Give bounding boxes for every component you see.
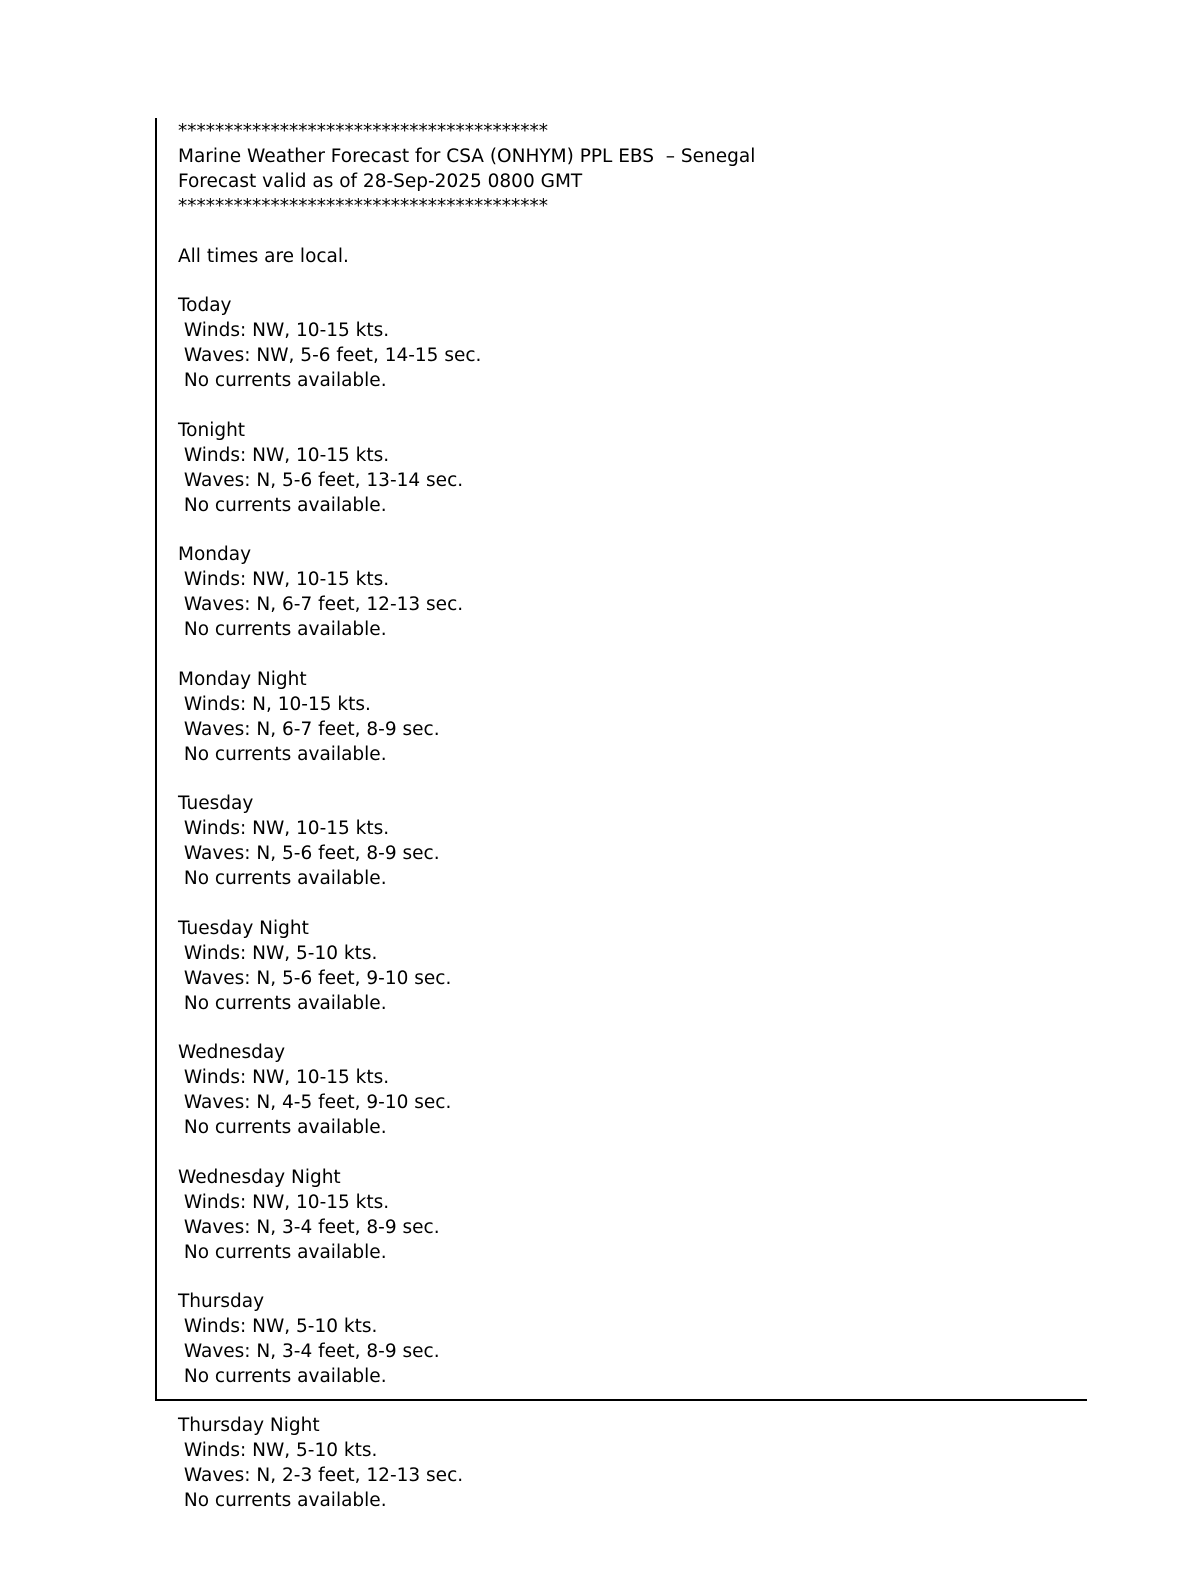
currents-line: No currents available.: [178, 743, 387, 765]
currents-line: No currents available.: [178, 370, 387, 392]
divider-line-top: ****************************************: [178, 121, 548, 142]
waves-line: Waves: N, 4-5 feet, 9-10 sec.: [178, 1092, 452, 1114]
spacer: [178, 643, 1087, 668]
winds-line: Winds: NW, 10-15 kts.: [178, 444, 390, 466]
spacer: [178, 220, 1087, 245]
currents-line: No currents available.: [178, 868, 387, 890]
section-heading: Tuesday Night: [178, 917, 309, 939]
spacer: [178, 1141, 1087, 1166]
waves-line: Waves: N, 3-4 feet, 8-9 sec.: [178, 1216, 440, 1238]
forecast-section-monday: [178, 543, 1087, 643]
section-heading: Wednesday Night: [178, 1166, 341, 1188]
winds-line: Winds: NW, 10-15 kts.: [178, 569, 390, 591]
winds-line: Winds: NW, 10-15 kts.: [178, 1067, 390, 1089]
section-heading: Monday Night: [178, 668, 307, 690]
spacer: [178, 518, 1087, 543]
section-heading: Monday: [178, 544, 252, 566]
section-heading: Wednesday: [178, 1042, 286, 1064]
divider-line-bottom: ****************************************: [178, 195, 548, 217]
waves-line: Waves: NW, 5-6 feet, 14-15 sec.: [178, 345, 482, 367]
forecast-section-wednesday: [178, 1041, 1087, 1141]
forecast-section-monday-night: [178, 668, 1087, 768]
forecast-page-frame: [155, 118, 1087, 1401]
winds-line: Winds: NW, 10-15 kts.: [178, 320, 390, 342]
waves-line: Waves: N, 5-6 feet, 13-14 sec.: [178, 469, 464, 491]
winds-line: Winds: NW, 5-10 kts.: [178, 1316, 378, 1338]
forecast-section-tuesday: [178, 792, 1087, 892]
waves-line: Waves: N, 5-6 feet, 9-10 sec.: [178, 967, 452, 989]
winds-line: Winds: NW, 5-10 kts.: [178, 1439, 378, 1461]
forecast-section-tonight: [178, 419, 1087, 519]
valid-timestamp-line: Forecast valid as of 28-Sep-2025 0800 GMT: [178, 170, 583, 192]
forecast-section-wednesday-night: [178, 1166, 1087, 1266]
section-heading: Tuesday: [178, 793, 254, 815]
currents-line: No currents available.: [178, 1366, 387, 1388]
currents-line: No currents available.: [178, 619, 387, 641]
document-title: Marine Weather Forecast for CSA (ONHYM) PPL EBS – Senegal: [178, 145, 756, 167]
waves-line: Waves: N, 2-3 feet, 12-13 sec.: [178, 1464, 464, 1486]
spacer: [178, 394, 1087, 419]
waves-line: Waves: N, 6-7 feet, 8-9 sec.: [178, 718, 440, 740]
local-times-note: All times are local.: [178, 245, 349, 267]
winds-line: Winds: NW, 10-15 kts.: [178, 1191, 390, 1213]
section-heading: Today: [178, 295, 232, 317]
spacer: [178, 1266, 1087, 1291]
waves-line: Waves: N, 6-7 feet, 12-13 sec.: [178, 594, 464, 616]
currents-line: No currents available.: [178, 494, 387, 516]
currents-line: No currents available.: [178, 1489, 387, 1511]
forecast-section-tuesday-night: [178, 917, 1087, 1017]
spacer: [178, 767, 1087, 792]
winds-line: Winds: N, 10-15 kts.: [178, 693, 371, 715]
waves-line: Waves: N, 5-6 feet, 8-9 sec.: [178, 843, 440, 865]
currents-line: No currents available.: [178, 1241, 387, 1263]
spacer: [178, 1017, 1087, 1042]
forecast-section-thursday-night: [178, 1414, 463, 1514]
spacer: [178, 269, 1087, 294]
winds-line: Winds: NW, 5-10 kts.: [178, 942, 378, 964]
waves-line: Waves: N, 3-4 feet, 8-9 sec.: [178, 1341, 440, 1363]
forecast-section-today: [178, 294, 1087, 394]
spacer: [178, 892, 1087, 917]
section-heading: Thursday: [178, 1291, 265, 1313]
currents-line: No currents available.: [178, 1117, 387, 1139]
forecast-section-thursday: [178, 1290, 1087, 1390]
winds-line: Winds: NW, 10-15 kts.: [178, 818, 390, 840]
section-heading: Tonight: [178, 419, 246, 441]
section-heading: Thursday Night: [178, 1415, 320, 1436]
currents-line: No currents available.: [178, 992, 387, 1014]
